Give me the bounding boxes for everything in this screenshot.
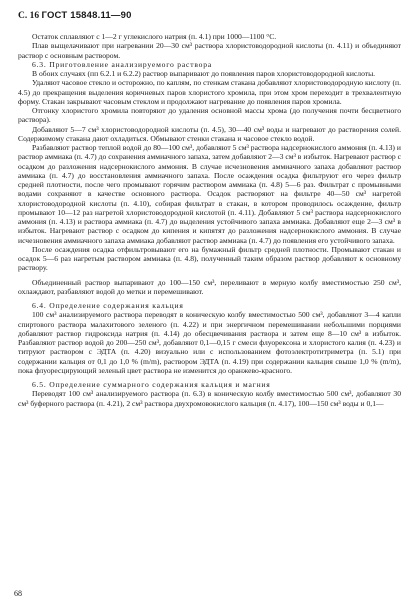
standard-title: ГОСТ 15848.11—90 xyxy=(41,10,132,21)
paragraph: 100 см³ анализируемого раствора переводят в коническую колбу вместимостью 500 см³, добавляют 3—4 капли спиртового раствора малахитового зеленого (п. 4.22) и при энергичном перемешивании небольшими порциями добавляют раствор гидроксида натрия (п. 4.14) до обесцвечивания раствора и затем еще 8—10 см³ в избыток. Разбавляют раствор водой до 200—250 см³, добавляют 0,1—0,15 г смеси флуорексона и хлористого калия (п. 4.23) и титруют раствором с ЭДТА (п. 4.20) визуально или с использованием фотоэлектротитриметра (п. 5.1) при содержании кальция от 0,1 до 1,0 % (m/m), раствором ЭДТА (п. 4.19) при содержании кальция свыше 1,0 % (m/m), пока флуоресцирующий зеленый цвет раствора не изменится до оранжево-красного. xyxy=(18,310,401,375)
paragraph: Добавляют 5—7 см³ хлористоводородной кислоты (п. 4.5), 30—40 см³ воды и нагревают до растворения солей. Содержимому стакана дают охладиться. Обмывают стенки стакана и часовое стекло водой. xyxy=(18,124,401,143)
section-heading: 6.3. Приготовление анализируемого раствора xyxy=(32,59,213,69)
paragraph: После осаждения осадка отфильтровывают его на бумажный фильтр средней плотности. Промывают стакан и осадок 5—6 раз нагретым раствором аммиака (п. 4.8), полученный таким образом раствор добавляют к основному раствору. xyxy=(18,244,401,273)
paragraph: В обоих случаях (пп 6.2.1 и 6.2.2) раствор выпаривают до появления паров хлористоводородной кислоты. xyxy=(32,69,376,78)
paragraph: Остаток сплавляют с 1—2 г углекислого натрия (п. 4.1) при 1000—1100 °С. xyxy=(32,32,277,41)
paragraph: Плав выщелачивают при нагревании 20—30 см³ раствора хлористоводородной кислоты (п. 4.11) и объединяют раствор с основным раствором. xyxy=(18,41,401,60)
page-header xyxy=(18,10,401,22)
page-number: 68 xyxy=(14,589,22,598)
paragraph: Переводят 100 см³ анализируемого раствора (п. 6.3) в коническую колбу вместимостью 500 см³, добавляют 30 см³ буферного раствора (п. 4.21), 2 см³ раствора двухромовокислого кальция (п. 4.17), 100—150 см³ воды и 0,1— xyxy=(18,389,401,408)
document-body xyxy=(18,32,401,408)
section-heading: 6.5. Определение суммарного содержания кальция и магния xyxy=(32,380,271,389)
paragraph: Удаляют часовое стекло и осторожно, по каплям, по стенкам стакана добавляют хлористоводородную кислоту (п. 4.5) до прекращения выделения коричневых паров хлористого хромила, при этом хром переходит в трехвалентную форму. Стакан закрывают часовым стеклом и продолжают нагревание до появления паров хромила. xyxy=(18,78,401,106)
paragraph: Объединенный раствор выпаривают до 100—150 см³, переливают в мерную колбу вместимостью 250 см³, охлаждают, разбавляют водой до метки и перемешивают. xyxy=(18,277,401,296)
page-prefix: С. 16 xyxy=(18,11,40,21)
paragraph: Разбавляют раствор теплой водой до 80—100 см³, добавляют 5 см³ раствора надсернокислого аммония (п. 4.13) и раствор аммиака (п. 4.7) до сохранения аммиачного запаха, затем добавляют 2—3 см³ в избыток. Нагревают раствор с осадком до разложения надсернокислого аммония. В случае исчезновения аммиачного запаха добавляют раствор аммиака (п. 4.7) до восстановления аммиачного запаха. После осаждения осадка фильтруют его через фильтр средней плотности, после чего промывают горячим раствором аммиака (п. 4.8) 5—6 раз. Фильтрат с промывными водами сохраняют в качестве основного раствора. Осадок растворяют на фильтре 40—50 см³ нагретой хлористоводородной кислоты (п. 4.10), собирая фильтрат в стакан, в котором проводилось осаждение, фильтр промывают 10—12 раз нагретой хлористоводородной кислотой (п. 4.11). Добавляют 5 см³ раствора надсернокислого аммония (п. 4.13) и раствора аммиака (п. 4.7) до выделения устойчивого запаха аммиака. Добавляют еще 2—3 см³ в избыток. Нагревают раствор с осадком до кипения и кипятят до разложения надсернокислого аммония. В случае исчезновения аммиачного запаха аммиака добавляют раствор аммиака (п. 4.7) до появления его устойчивого запаха. xyxy=(18,143,401,245)
paragraph: Отгонку хлористого хромила повторяют до удаления основной массы хрома (до получения почти бесцветного раствора). xyxy=(18,106,401,125)
section-heading: 6.4. Определение содержания кальция xyxy=(32,301,184,310)
